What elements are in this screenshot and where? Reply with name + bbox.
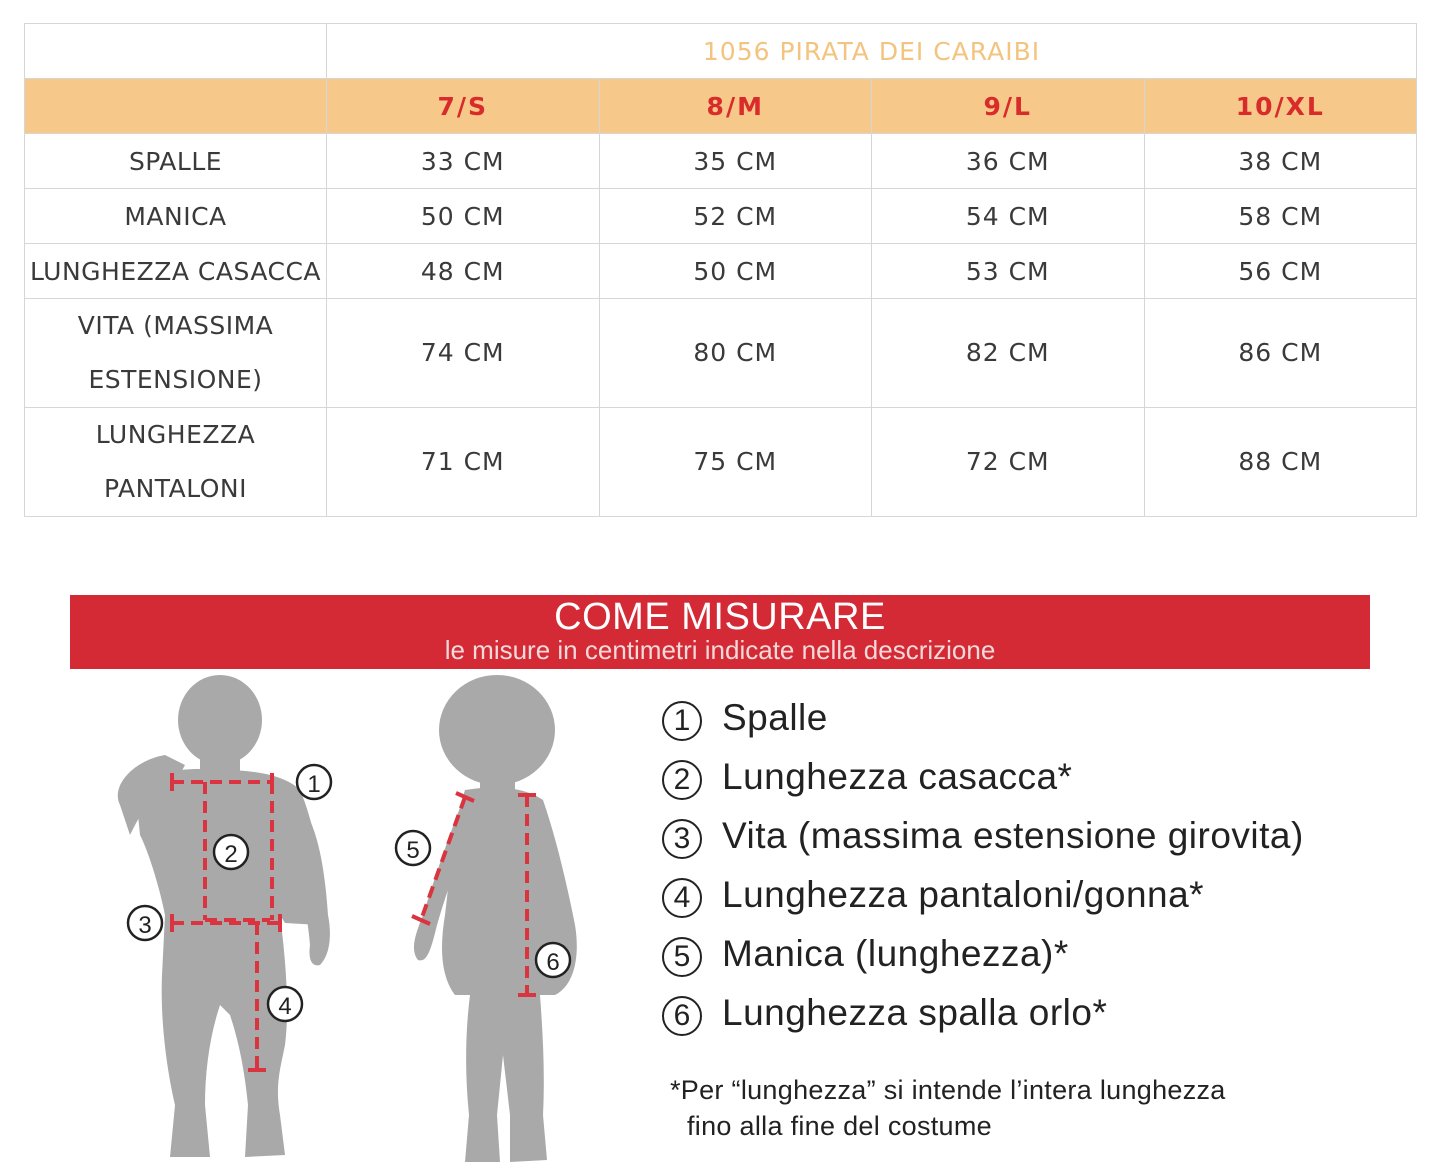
table-title-row <box>25 24 1417 79</box>
legend-item-spalle <box>662 695 1422 754</box>
cell-value: 48 CM <box>327 244 600 299</box>
cell-value: 72 CM <box>872 408 1145 517</box>
mark-1: 1 <box>307 771 321 798</box>
size-header-9l: 9/L <box>872 79 1145 134</box>
size-header-10xl: 10/XL <box>1144 79 1417 134</box>
footnote-line2: fino alla fine del costume <box>687 1111 992 1141</box>
legend-number: 1 <box>662 701 702 741</box>
legend-label: Vita (massima estensione girovita) <box>722 815 1304 856</box>
legend-label: Lunghezza casacca* <box>722 756 1073 797</box>
banner-subtitle: le misure in centimetri indicate nella descrizione <box>444 635 996 665</box>
legend-label: Manica (lunghezza)* <box>722 933 1069 974</box>
cell-value: 35 CM <box>599 134 872 189</box>
how-to-measure-banner <box>70 595 1370 669</box>
row-label-line1: LUNGHEZZA <box>95 420 256 449</box>
size-header-row <box>25 79 1417 134</box>
banner-title: COME MISURARE <box>554 596 886 638</box>
legend-number: 6 <box>662 996 702 1036</box>
legend-label: Spalle <box>722 697 828 738</box>
cell-value: 75 CM <box>599 408 872 517</box>
legend-label: Lunghezza pantaloni/gonna* <box>722 874 1205 915</box>
legend-item-vita <box>662 813 1422 872</box>
size-header-7s: 7/S <box>327 79 600 134</box>
row-label-line2: ESTENSIONE) <box>88 365 263 394</box>
cell-value: 71 CM <box>327 408 600 517</box>
table-row-manica <box>25 189 1417 244</box>
table-row-lunghezza-casacca <box>25 244 1417 299</box>
mark-2: 2 <box>224 841 238 868</box>
legend-label: Lunghezza spalla orlo* <box>722 992 1108 1033</box>
size-table <box>24 23 1417 517</box>
legend-item-manica <box>662 931 1422 990</box>
cell-value: 54 CM <box>872 189 1145 244</box>
cell-value: 52 CM <box>599 189 872 244</box>
legend-number: 4 <box>662 878 702 918</box>
legend-item-lunghezza-casacca <box>662 754 1422 813</box>
cell-value: 88 CM <box>1144 408 1417 517</box>
product-title: 1056 PIRATA DEI CARAIBI <box>327 24 1417 79</box>
side-child-silhouette <box>385 675 625 1167</box>
legend-number: 2 <box>662 760 702 800</box>
cell-value: 33 CM <box>327 134 600 189</box>
row-label-line1: VITA (MASSIMA <box>77 311 274 340</box>
mark-4: 4 <box>278 993 292 1020</box>
row-label <box>25 408 327 517</box>
cell-value: 74 CM <box>327 299 600 408</box>
front-child-silhouette <box>80 675 380 1167</box>
cell-value: 38 CM <box>1144 134 1417 189</box>
row-label: SPALLE <box>25 134 327 189</box>
silhouette-body <box>414 675 577 1162</box>
length-footnote <box>670 1072 1226 1144</box>
table-row-vita <box>25 299 1417 408</box>
row-label: LUNGHEZZA CASACCA <box>25 244 327 299</box>
table-row-lunghezza-pantaloni <box>25 408 1417 517</box>
legend-number: 5 <box>662 937 702 977</box>
row-label: MANICA <box>25 189 327 244</box>
cell-value: 56 CM <box>1144 244 1417 299</box>
row-label-line2: PANTALONI <box>103 474 247 503</box>
cell-value: 53 CM <box>872 244 1145 299</box>
mark-6: 6 <box>546 949 560 976</box>
mark-3: 3 <box>138 912 152 939</box>
row-label <box>25 299 327 408</box>
cell-value: 50 CM <box>599 244 872 299</box>
size-header-8m: 8/M <box>599 79 872 134</box>
cell-value: 58 CM <box>1144 189 1417 244</box>
legend-item-lunghezza-spalla-orlo <box>662 990 1422 1049</box>
footnote-line1: *Per “lunghezza” si intende l’intera lunghezza <box>670 1075 1226 1105</box>
cell-value: 82 CM <box>872 299 1145 408</box>
cell-value: 86 CM <box>1144 299 1417 408</box>
empty-corner-cell <box>25 24 327 79</box>
cell-value: 80 CM <box>599 299 872 408</box>
legend-item-lunghezza-pantaloni <box>662 872 1422 931</box>
cell-value: 50 CM <box>327 189 600 244</box>
legend-number: 3 <box>662 819 702 859</box>
mark-5: 5 <box>406 837 420 864</box>
cell-value: 36 CM <box>872 134 1145 189</box>
measure-legend <box>662 695 1422 1049</box>
table-row-spalle <box>25 134 1417 189</box>
size-header-blank <box>25 79 327 134</box>
